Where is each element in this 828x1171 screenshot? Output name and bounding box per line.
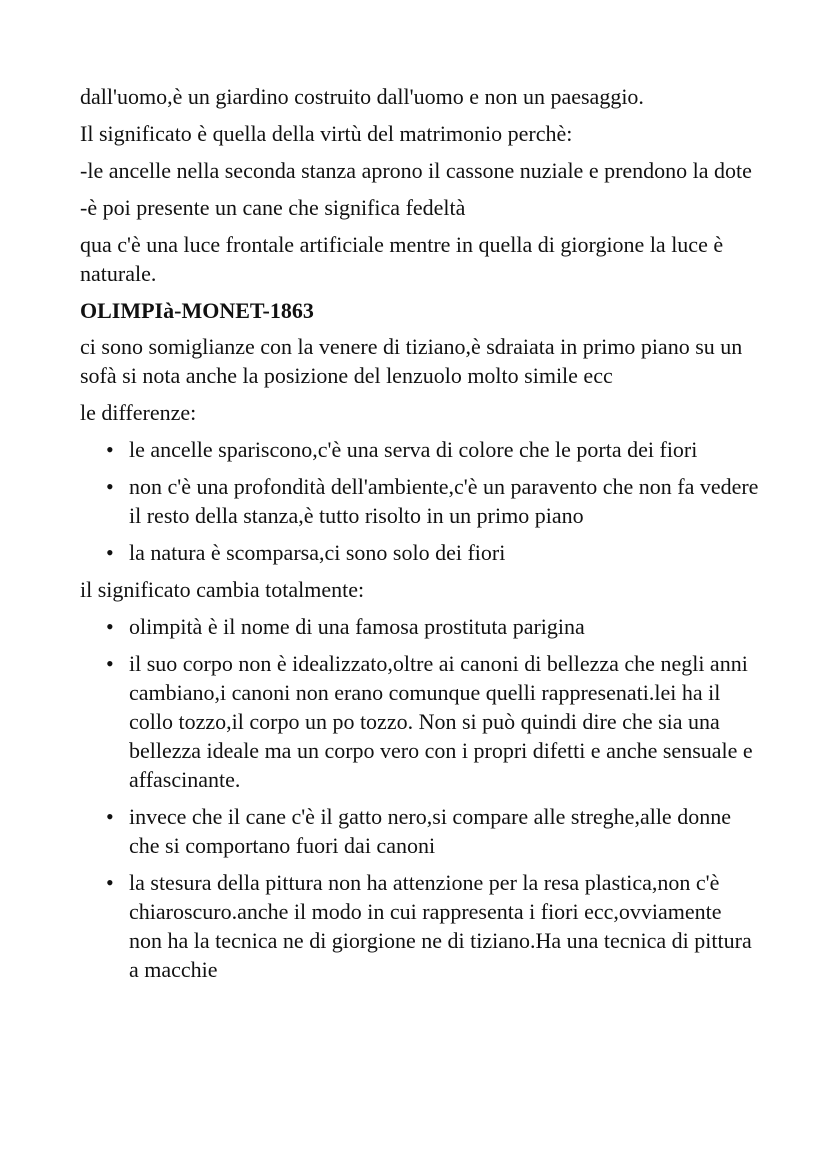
bullet-icon: •	[106, 437, 114, 462]
list-item	[80, 472, 760, 530]
list-item	[80, 538, 760, 567]
list-item-text: il suo corpo non è idealizzato,oltre ai canoni di bellezza che negli anni cambiano,i canoni non erano comunque quelli rappresenati.lei ha il collo tozzo,il corpo un po tozzo. Non si può quindi dire che sia una bellezza ideale ma un corpo vero con i propri difetti e anche sensuale e affascinante.	[129, 651, 753, 792]
bullet-icon: •	[106, 474, 114, 499]
bullet-icon: •	[106, 540, 114, 565]
list-item-text: non c'è una profondità dell'ambiente,c'è un paravento che non fa vedere il resto della stanza,è tutto risolto in un primo piano	[129, 474, 759, 528]
list-item	[80, 435, 760, 464]
paragraph-meaning: Il significato è quella della virtù del matrimonio perchè:	[80, 121, 573, 146]
list-item	[80, 868, 760, 984]
list-item-text: olimpità è il nome di una famosa prostituta parigina	[129, 614, 585, 639]
list-item-text: le ancelle spariscono,c'è una serva di colore che le porta dei fiori	[129, 437, 698, 462]
meaning-list	[80, 612, 760, 984]
bullet-icon: •	[106, 614, 114, 639]
section-heading: OLIMPIà-MONET-1863	[80, 298, 314, 323]
paragraph-ancelle: -le ancelle nella seconda stanza aprono il cassone nuziale e prendono la dote	[80, 158, 752, 183]
paragraph-light: qua c'è una luce frontale artificiale mentre in quella di giorgione la luce è naturale.	[80, 232, 724, 286]
differences-list	[80, 435, 760, 567]
paragraph-dog: -è poi presente un cane che significa fedeltà	[80, 195, 466, 220]
list-item	[80, 612, 760, 641]
bullet-icon: •	[106, 870, 114, 895]
bullet-icon: •	[106, 804, 114, 829]
list-item-text: la stesura della pittura non ha attenzione per la resa plastica,non c'è chiaroscuro.anche il modo in cui rappresenta i fiori ecc,ovviamente non ha la tecnica ne di giorgione ne di tiziano.Ha una tecnica di pittura a macchie	[129, 870, 752, 982]
paragraph-similarities: ci sono somiglianze con la venere di tiziano,è sdraiata in primo piano su un sofà si nota anche la posizione del lenzuolo molto simile ecc	[80, 334, 743, 388]
meaning-intro: il significato cambia totalmente:	[80, 577, 365, 602]
document-body	[80, 82, 760, 992]
paragraph-garden: dall'uomo,è un giardino costruito dall'uomo e non un paesaggio.	[80, 84, 644, 109]
list-item	[80, 802, 760, 860]
list-item	[80, 649, 760, 794]
list-item-text: la natura è scomparsa,ci sono solo dei fiori	[129, 540, 506, 565]
differences-intro: le differenze:	[80, 400, 197, 425]
list-item-text: invece che il cane c'è il gatto nero,si compare alle streghe,alle donne che si comportano fuori dai canoni	[129, 804, 731, 858]
bullet-icon: •	[106, 651, 114, 676]
